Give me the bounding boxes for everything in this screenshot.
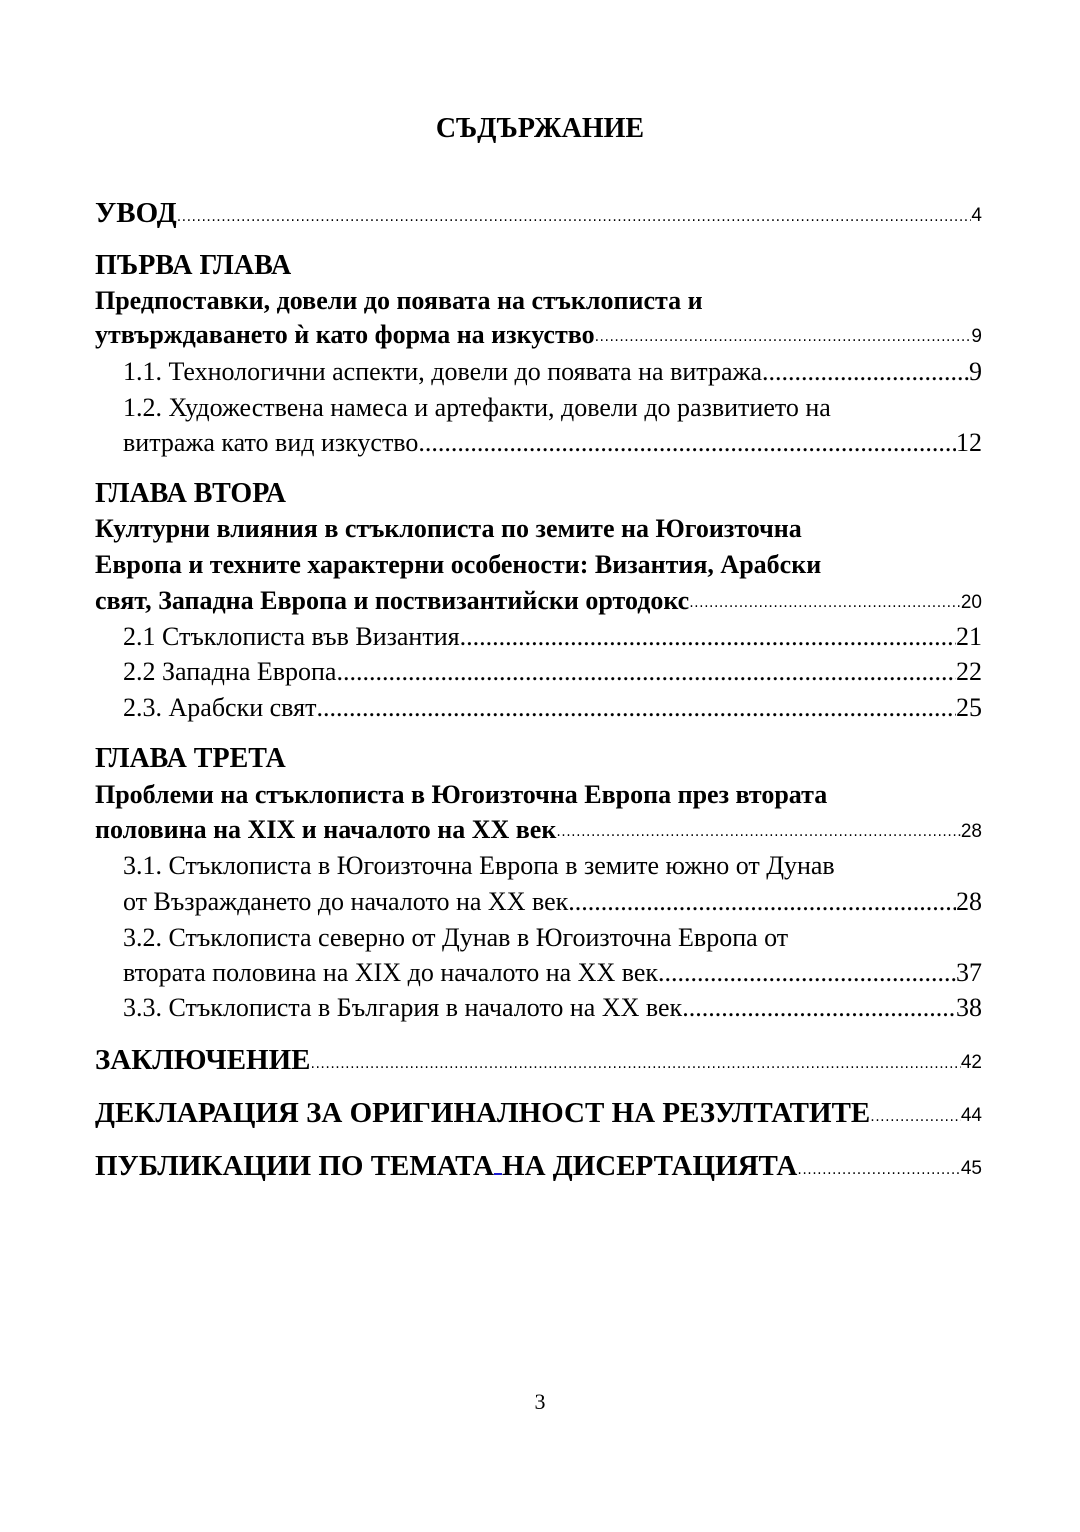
page-title: СЪДЪРЖАНИЕ [435, 113, 645, 144]
dot-leader [769, 355, 970, 389]
toc-page-number: 4 [971, 205, 982, 226]
dot-leader [658, 956, 956, 990]
dot-leader [316, 691, 956, 725]
chapter-title-line: Европа и техните характерни особености: Византия, Арабски [95, 550, 822, 579]
dot-leader [177, 210, 972, 233]
hyperlink-marker [494, 1149, 502, 1175]
toc-entry-section-2-1[interactable] [123, 620, 982, 654]
toc-page-number: 28 [956, 887, 982, 916]
toc-page-number: 25 [956, 693, 982, 722]
toc-entry-label: от Възраждането до началото на XX век [123, 887, 569, 916]
toc-entry-chapter3[interactable] [95, 813, 982, 847]
dot-leader [460, 620, 956, 654]
toc-entry-section-3-2[interactable] [123, 956, 982, 990]
chapter-heading: ГЛАВА ТРЕТА [95, 743, 286, 774]
toc-entry-label: втората половина на XIX до началото на XX век [123, 958, 659, 987]
chapter-title-line: Проблеми на стъклописта в Югоизточна Европа през втората [95, 780, 828, 809]
toc-page-number: 20 [960, 592, 982, 613]
toc-entry-label [95, 1146, 797, 1186]
toc-entry-chapter1[interactable] [95, 318, 982, 352]
toc-entry-label: свят, Западна Европа и поствизантийски ортодокс [95, 586, 690, 615]
toc-page-number: 42 [960, 1052, 982, 1073]
toc-page-number: 28 [960, 821, 982, 842]
toc-entry-chapter2[interactable] [95, 584, 982, 618]
page-number: 3 [534, 1389, 546, 1414]
toc-entry-label: утвърждаването ѝ като форма на изкуство [95, 320, 595, 349]
dot-leader [595, 330, 972, 352]
chapter-heading: ПЪРВА ГЛАВА [95, 250, 292, 281]
toc-entry-declaration[interactable] [95, 1093, 982, 1133]
toc-entry-section-1-1[interactable] [123, 355, 982, 389]
chapter-heading: ГЛАВА ВТОРА [95, 478, 286, 509]
dot-leader [689, 596, 961, 618]
toc-entry-section-3-1[interactable] [123, 885, 982, 919]
toc-entry-section-3-1-line1[interactable]: 3.1. Стъклописта в Югоизточна Европа в земите южно от Дунав [123, 851, 835, 880]
toc-entry-label-part: НА ДИСЕРТАЦИЯТА [502, 1150, 798, 1182]
toc-entry-conclusion[interactable] [95, 1040, 982, 1080]
toc-entry-label: витража като вид изкуство. [123, 428, 425, 457]
toc-page-number: 45 [960, 1158, 982, 1179]
dot-leader [797, 1163, 960, 1186]
chapter-title-line: Културни влияния в стъклописта по земите на Югоизточна [95, 514, 802, 543]
toc-entry-label: ЗАКЛЮЧЕНИЕ [95, 1044, 311, 1076]
toc-entry-publications[interactable] [95, 1146, 982, 1186]
toc-entry-section-3-3[interactable] [123, 991, 982, 1025]
dot-leader [870, 1110, 961, 1133]
toc-entry-section-3-2-line1[interactable]: 3.2. Стъклописта северно от Дунав в Югоизточна Европа от [123, 923, 789, 952]
toc-page-number: 12 [956, 428, 982, 457]
dot-leader [336, 655, 956, 689]
toc-entry-label-part: ПУБЛИКАЦИИ ПО ТЕМАТА [95, 1150, 495, 1182]
toc-page-number: 44 [960, 1105, 982, 1126]
toc-entry-label: половина на XIX и началото на XX век [95, 815, 557, 844]
toc-entry-section-2-3[interactable] [123, 691, 982, 725]
toc-entry-section-1-2-line1[interactable]: 1.2. Художествена намеса и артефакти, довели до развитието на [123, 393, 831, 422]
toc-page-number: 37 [956, 958, 982, 987]
toc-entry-section-2-2[interactable] [123, 655, 982, 689]
toc-entry-section-1-2[interactable] [123, 426, 982, 460]
toc-page-number: 9 [969, 357, 982, 386]
dot-leader [568, 885, 956, 919]
dot-leader [425, 426, 956, 460]
toc-page-number: 22 [956, 657, 982, 686]
toc-page-number: 9 [971, 326, 982, 347]
toc-page-number: 38 [956, 993, 982, 1022]
toc-entry-label: 2.3. Арабски свят [123, 693, 317, 722]
toc-entry-intro[interactable] [95, 193, 982, 233]
toc-page-number: 21 [956, 622, 982, 651]
chapter-title-line: Предпоставки, довели до появата на стъклописта и [95, 286, 703, 315]
dot-leader [556, 825, 961, 847]
dot-leader [682, 991, 956, 1025]
toc-entry-label: 2.2 Западна Европа [123, 657, 337, 686]
toc-entry-label: 2.1 Стъклописта във Византия [123, 622, 460, 651]
toc-entry-label: ДЕКЛАРАЦИЯ ЗА ОРИГИНАЛНОСТ НА РЕЗУЛТАТИТЕ [95, 1097, 871, 1129]
toc-entry-label: УВОД [95, 197, 177, 229]
toc-entry-label: 3.3. Стъклописта в България в началото на XX век [123, 993, 683, 1022]
dot-leader [311, 1057, 961, 1080]
toc-entry-label: 1.1. Технологични аспекти, довели до появата на витража. [123, 357, 769, 386]
